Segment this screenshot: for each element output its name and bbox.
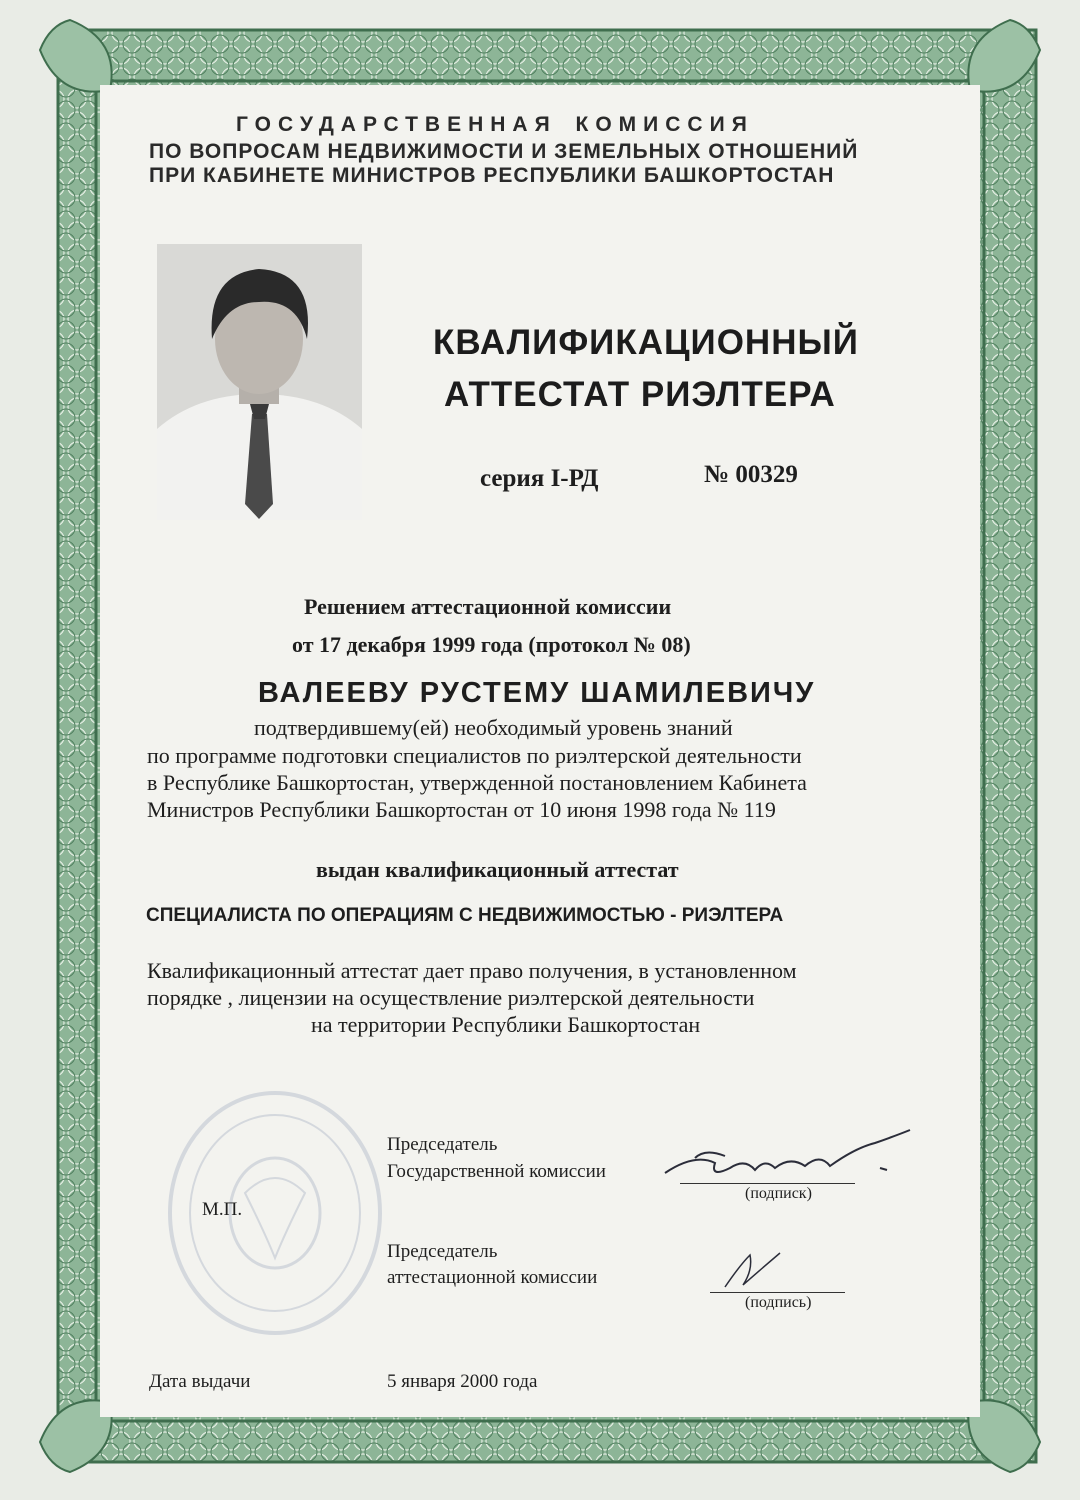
commission-title-line3: ПРИ КАБИНЕТЕ МИНИСТРОВ РЕСПУБЛИКИ БАШКОРТОСТАН xyxy=(149,164,835,187)
commission-title-line1: ГОСУДАРСТВЕННАЯ КОМИССИЯ xyxy=(236,113,754,136)
holder-photo xyxy=(157,244,362,520)
specialty-title: СПЕЦИАЛИСТА ПО ОПЕРАЦИЯМ С НЕДВИЖИМОСТЬЮ - РИЭЛТЕРА xyxy=(146,905,784,926)
official-seal xyxy=(165,1083,395,1343)
commission-title-line2: ПО ВОПРОСАМ НЕДВИЖИМОСТИ И ЗЕМЕЛЬНЫХ ОТНОШЕНИЙ xyxy=(149,140,859,163)
qualification-line3: в Республике Башкортостан, утвержденной постановлением Кабинета xyxy=(147,770,807,795)
series-label: серия І-РД xyxy=(480,465,599,492)
certificate-number: № 00329 xyxy=(704,461,798,488)
chair1-signature xyxy=(655,1128,915,1188)
chair2-signature-caption: (подпись) xyxy=(745,1294,812,1311)
issued-statement: выдан квалификационный аттестат xyxy=(316,857,679,882)
decision-line1: Решением аттестационной комиссии xyxy=(304,594,672,619)
qualification-line4: Министров Республики Башкортостан от 10 июня 1998 года № 119 xyxy=(147,797,776,822)
decision-line2: от 17 декабря 1999 года (протокол № 08) xyxy=(292,632,691,657)
certificate-title-line1: КВАЛИФИКАЦИОННЫЙ xyxy=(433,323,859,362)
seal-label: М.П. xyxy=(202,1199,243,1220)
chair1-title-line1: Председатель xyxy=(387,1134,498,1155)
rights-line2: порядке , лицензии на осуществление риэлтерской деятельности xyxy=(147,985,755,1010)
chair1-signature-line xyxy=(680,1183,855,1184)
chair2-title-line1: Председатель xyxy=(387,1241,498,1262)
recipient-name: ВАЛЕЕВУ РУСТЕМУ ШАМИЛЕВИЧУ xyxy=(258,677,816,709)
chair1-signature-caption: (подписк) xyxy=(745,1185,812,1202)
rights-line1: Квалификационный аттестат дает право получения, в установленном xyxy=(147,958,797,983)
qualification-line2: по программе подготовки специалистов по риэлтерской деятельности xyxy=(147,743,802,768)
chair1-title-line2: Государственной комиссии xyxy=(387,1161,606,1182)
certificate-title-line2: АТТЕСТАТ РИЭЛТЕРА xyxy=(444,375,836,414)
issue-date-label: Дата выдачи xyxy=(149,1371,251,1392)
qualification-line1: подтвердившему(ей) необходимый уровень знаний xyxy=(254,715,733,740)
chair2-title-line2: аттестационной комиссии xyxy=(387,1267,598,1288)
chair2-signature xyxy=(705,1245,825,1295)
issue-date-value: 5 января 2000 года xyxy=(387,1371,538,1392)
rights-line3: на территории Республики Башкортостан xyxy=(311,1012,701,1037)
chair2-signature-line xyxy=(710,1292,845,1293)
